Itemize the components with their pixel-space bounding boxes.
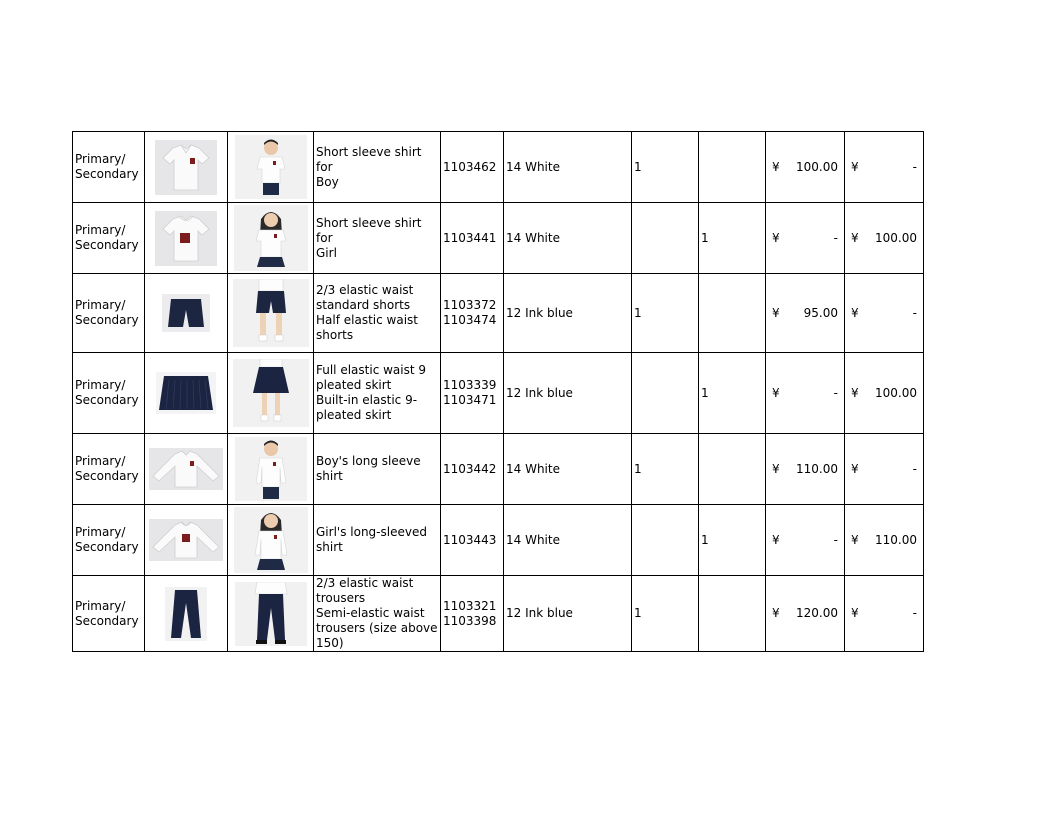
table-row (73, 274, 924, 353)
color-cell: 14 White (504, 434, 632, 505)
currency-symbol: ¥ (772, 461, 780, 476)
quantity-b-cell (699, 434, 766, 505)
currency-symbol: ¥ (851, 461, 859, 476)
trousers-model-photo (235, 582, 307, 646)
short-sleeve-shirt-icon (155, 140, 217, 195)
model-photo-cell (228, 274, 314, 353)
table-row (73, 132, 924, 203)
currency-symbol: ¥ (772, 230, 780, 245)
product-code-cell: 1103339 1103471 (441, 353, 504, 434)
price-a-cell (766, 505, 845, 576)
price-value: - (833, 230, 838, 245)
product-name-cell: Full elastic waist 9 pleated skirt Built-in elastic 9- pleated skirt (314, 353, 441, 434)
price-value: 110.00 (875, 532, 917, 547)
school-level-cell: Primary/ Secondary (73, 353, 145, 434)
garment-image-cell (145, 505, 228, 576)
product-name-cell: Short sleeve shirt for Boy (314, 132, 441, 203)
price-value: 100.00 (796, 159, 838, 174)
model-photo-cell (228, 576, 314, 652)
long-sleeve-shirt-icon (149, 448, 223, 490)
product-name-cell: 2/3 elastic waist trousers Semi-elastic waist trousers (size above 150) (314, 576, 441, 652)
color-cell: 12 Ink blue (504, 353, 632, 434)
school-level-cell: Primary/ Secondary (73, 274, 145, 353)
quantity-a-cell (632, 203, 699, 274)
price-value: 100.00 (875, 230, 917, 245)
price-value: - (833, 532, 838, 547)
garment-image-cell (145, 353, 228, 434)
price-value: 120.00 (796, 606, 838, 620)
price-b-cell (845, 132, 924, 203)
quantity-a-cell: 1 (632, 132, 699, 203)
quantity-b-cell (699, 132, 766, 203)
boy-model-photo (235, 135, 307, 199)
model-photo-cell (228, 203, 314, 274)
currency-symbol: ¥ (851, 230, 859, 245)
garment-image-cell (145, 576, 228, 652)
currency-symbol: ¥ (772, 532, 780, 547)
garment-image-cell (145, 132, 228, 203)
quantity-a-cell (632, 505, 699, 576)
color-cell: 14 White (504, 132, 632, 203)
table-row (73, 576, 924, 652)
price-value: 100.00 (875, 385, 917, 400)
quantity-b-cell (699, 274, 766, 353)
price-a-cell (766, 353, 845, 434)
shorts-icon (162, 294, 210, 332)
quantity-a-cell: 1 (632, 576, 699, 652)
price-value: - (912, 305, 917, 320)
price-b-cell (845, 434, 924, 505)
table-row (73, 203, 924, 274)
price-value: - (912, 606, 917, 620)
price-b-cell (845, 274, 924, 353)
garment-image-cell (145, 203, 228, 274)
price-value: 95.00 (803, 305, 838, 320)
girl-long-sleeve-model-photo (234, 507, 308, 573)
table-row (73, 505, 924, 576)
model-photo-cell (228, 353, 314, 434)
price-b-cell (845, 353, 924, 434)
price-b-cell (845, 505, 924, 576)
product-code-cell: 1103443 (441, 505, 504, 576)
price-a-cell (766, 132, 845, 203)
quantity-a-cell: 1 (632, 434, 699, 505)
product-name-cell: Boy's long sleeve shirt (314, 434, 441, 505)
currency-symbol: ¥ (851, 159, 859, 174)
price-value: 110.00 (796, 461, 838, 476)
price-b-cell (845, 203, 924, 274)
color-cell: 12 Ink blue (504, 274, 632, 353)
model-photo-cell (228, 132, 314, 203)
currency-symbol: ¥ (772, 385, 780, 400)
quantity-a-cell: 1 (632, 274, 699, 353)
trousers-icon (165, 587, 207, 641)
product-name-cell: 2/3 elastic waist standard shorts Half elastic waist shorts (314, 274, 441, 353)
table-row (73, 434, 924, 505)
model-photo-cell (228, 434, 314, 505)
currency-symbol: ¥ (851, 305, 859, 320)
price-a-cell (766, 434, 845, 505)
quantity-b-cell: 1 (699, 203, 766, 274)
currency-symbol: ¥ (851, 385, 859, 400)
price-a-cell (766, 576, 845, 652)
skirt-model-photo (233, 359, 309, 427)
currency-symbol: ¥ (772, 159, 780, 174)
model-photo-cell (228, 505, 314, 576)
currency-symbol: ¥ (772, 305, 780, 320)
currency-symbol: ¥ (851, 532, 859, 547)
currency-symbol: ¥ (851, 606, 859, 620)
color-cell: 14 White (504, 505, 632, 576)
shorts-model-photo (233, 279, 309, 347)
price-b-cell (845, 576, 924, 652)
school-level-cell: Primary/ Secondary (73, 132, 145, 203)
garment-image-cell (145, 274, 228, 353)
product-code-cell: 1103321 1103398 (441, 576, 504, 652)
price-value: - (912, 461, 917, 476)
product-code-cell: 1103441 (441, 203, 504, 274)
product-name-cell: Short sleeve shirt for Girl (314, 203, 441, 274)
product-code-cell: 1103442 (441, 434, 504, 505)
girl-model-photo (234, 205, 308, 271)
long-sleeve-blouse-icon (149, 519, 223, 561)
school-level-cell: Primary/ Secondary (73, 203, 145, 274)
quantity-a-cell (632, 353, 699, 434)
school-level-cell: Primary/ Secondary (73, 505, 145, 576)
pleated-skirt-icon (156, 372, 216, 414)
short-sleeve-blouse-icon (155, 211, 217, 266)
product-code-cell: 1103372 1103474 (441, 274, 504, 353)
price-a-cell (766, 274, 845, 353)
school-level-cell: Primary/ Secondary (73, 434, 145, 505)
quantity-b-cell: 1 (699, 505, 766, 576)
color-cell: 12 Ink blue (504, 576, 632, 652)
product-name-cell: Girl's long-sleeved shirt (314, 505, 441, 576)
table-row (73, 353, 924, 434)
boy-long-sleeve-model-photo (235, 437, 307, 501)
school-level-cell: Primary/ Secondary (73, 576, 145, 652)
uniform-price-table (72, 131, 924, 652)
price-value: - (833, 385, 838, 400)
quantity-b-cell (699, 576, 766, 652)
currency-symbol: ¥ (772, 606, 780, 620)
color-cell: 14 White (504, 203, 632, 274)
product-code-cell: 1103462 (441, 132, 504, 203)
price-a-cell (766, 203, 845, 274)
quantity-b-cell: 1 (699, 353, 766, 434)
price-value: - (912, 159, 917, 174)
garment-image-cell (145, 434, 228, 505)
